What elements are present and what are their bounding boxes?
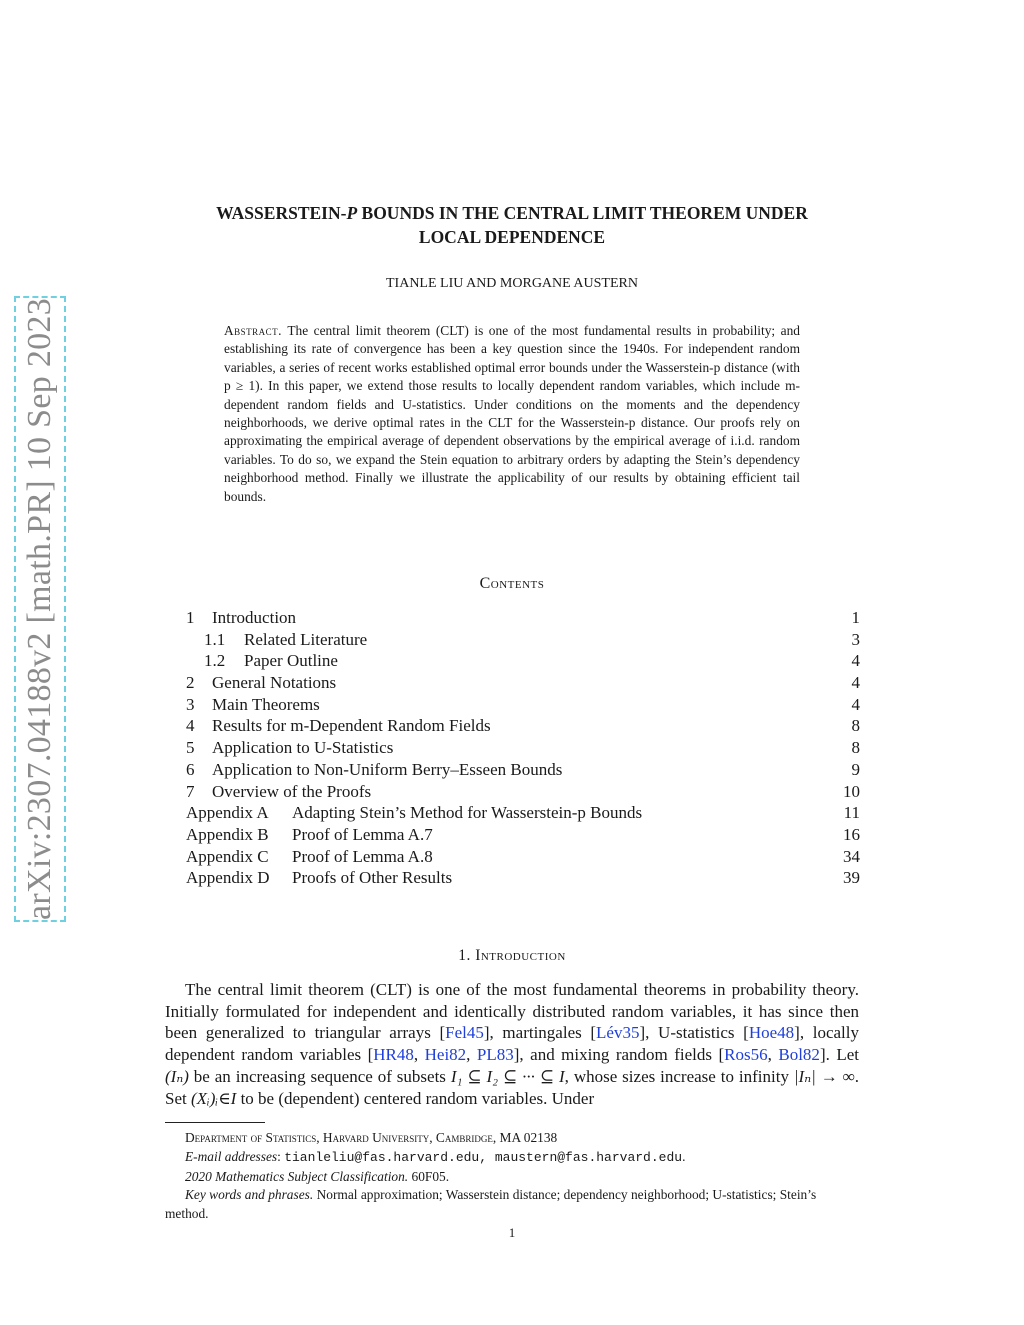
math-expression: (Xᵢ)ᵢ∈I: [190, 1088, 237, 1108]
abstract-label: Abstract.: [224, 323, 283, 338]
toc-entry-number: Appendix D: [186, 868, 270, 888]
toc-entry-title: Application to U-Statistics: [212, 738, 394, 758]
abstract-text: The central limit theorem (CLT) is one of the most fundamental results in probability; and establishing its rate of convergence has been a key question since the 1940s. For independent random variables, a series of recent works established optimal error bounds under the Wasserstein-p distance (with p ≥ 1). In this paper, we extend those results to locally dependent random variables, which include m-dependent random fields and U-statistics. Under conditions on the moments and the dependency neighborhoods, we derive optimal rates in the CLT for the Wasserstein-p distance. Our proofs rely on approximating the empirical average of dependent observations by the empirical average of i.i.d. random variables. To do so, we expand the Stein equation to arbitrary orders by adapting the Stein’s dependency neighborhood method. Finally we illustrate the applicability of our results by obtaining efficient tail bounds.: [224, 323, 801, 504]
msc-label: 2020 Mathematics Subject Classification.: [185, 1168, 409, 1184]
citation-link[interactable]: Hei82: [424, 1045, 467, 1065]
toc-entry-number: 1.1: [204, 629, 226, 649]
toc-entry-page: 8: [851, 716, 860, 736]
toc-entry-number: Appendix C: [186, 846, 269, 866]
toc-entry-page: 39: [843, 868, 860, 888]
toc-entry[interactable]: [186, 672, 860, 694]
toc-entry-title: Related Literature: [244, 629, 368, 649]
toc-entry-page: 9: [851, 759, 860, 779]
arxiv-id[interactable]: arXiv:2307.04188v2 [math.PR] 10 Sep 2023: [21, 297, 58, 921]
section-number: 1.: [458, 947, 471, 964]
footnote-rule: [165, 1122, 265, 1123]
toc-entry-title: General Notations: [212, 673, 337, 693]
toc-entry-number: 1: [186, 608, 195, 627]
toc-entry[interactable]: [186, 607, 860, 629]
math-expression: I₁ ⊆ I₂ ⊆ ··· ⊆ I: [450, 1066, 565, 1086]
toc-entry-number: 6: [186, 759, 195, 779]
toc-entry[interactable]: [186, 694, 860, 716]
table-of-contents: [186, 607, 860, 889]
toc-entry[interactable]: [186, 802, 860, 824]
toc-entry-title: Proof of Lemma A.7: [292, 824, 433, 844]
abstract: [224, 322, 800, 506]
toc-entry-number: 1.2: [204, 651, 226, 671]
toc-entry-page: 4: [851, 694, 860, 714]
section-title: Introduction: [475, 947, 566, 964]
toc-entry-number: 3: [186, 694, 195, 714]
toc-entry-title: Proofs of Other Results: [292, 868, 453, 888]
toc-entry-title: Paper Outline: [244, 651, 338, 671]
affiliation: Department of Statistics, Harvard University, Cambridge, MA 02138: [185, 1130, 558, 1145]
citation-link[interactable]: Fel45: [445, 1023, 484, 1043]
citation-link[interactable]: Ros56: [724, 1045, 768, 1065]
msc-line: [165, 1168, 859, 1187]
toc-entry-page: 4: [851, 673, 860, 693]
citation-link[interactable]: Bol82: [778, 1045, 820, 1065]
citation-link[interactable]: Hoe48: [748, 1023, 795, 1043]
footnotes: [165, 1129, 859, 1224]
keywords-line: [165, 1186, 859, 1224]
title-part: BOUNDS IN THE CENTRAL LIMIT THEOREM UNDER: [357, 203, 808, 223]
toc-entry-number: 5: [186, 738, 195, 758]
contents-heading: Contents: [479, 575, 545, 592]
toc-entry-page: 4: [851, 651, 860, 671]
authors: TIANLE LIU AND MORGANE AUSTERN: [386, 276, 638, 291]
toc-entry[interactable]: [186, 737, 860, 759]
toc-entry-title: Proof of Lemma A.8: [292, 846, 433, 866]
citation-link[interactable]: Lév35: [596, 1023, 640, 1043]
math-expression: (Iₙ): [165, 1066, 189, 1086]
title-variable: P: [346, 203, 358, 223]
toc-entry-number: Appendix A: [186, 803, 269, 823]
toc-entry[interactable]: [186, 867, 860, 889]
toc-entry-number: 4: [186, 716, 195, 736]
page-number: 1: [508, 1225, 516, 1240]
email-addresses[interactable]: tianleliu@fas.harvard.edu, maustern@fas.harvard.edu: [284, 1149, 683, 1165]
arxiv-stamp: [14, 296, 66, 922]
toc-entry[interactable]: [186, 846, 860, 868]
toc-entry-number: 7: [186, 781, 195, 801]
toc-entry[interactable]: [186, 781, 860, 803]
keywords-label: Key words and phrases.: [185, 1187, 314, 1203]
section-heading-introduction: [160, 947, 864, 965]
toc-entry-title: Introduction: [212, 608, 297, 627]
email-label: E-mail addresses: [185, 1148, 278, 1164]
citation-link[interactable]: HR48: [373, 1045, 414, 1065]
msc-code: 60F05.: [411, 1168, 450, 1184]
toc-entry[interactable]: [186, 629, 860, 651]
toc-entry-page: 11: [843, 803, 860, 823]
toc-entry[interactable]: [186, 715, 860, 737]
toc-entry-page: 10: [843, 781, 860, 801]
toc-entry[interactable]: [186, 759, 860, 781]
toc-entry-page: 3: [851, 629, 860, 649]
math-expression: |Iₙ| → ∞: [793, 1066, 855, 1086]
paper-title: [160, 201, 864, 249]
citation-link[interactable]: PL83: [476, 1045, 514, 1065]
toc-entry-page: 8: [851, 738, 860, 758]
title-line-2: LOCAL DEPENDENCE: [418, 227, 606, 247]
toc-entry-title: Main Theorems: [212, 694, 320, 714]
toc-entry-number: 2: [186, 673, 195, 693]
toc-entry-page: 16: [843, 824, 860, 844]
introduction-paragraph: The central limit theorem (CLT) is one of the most fundamental theorems in probability theory. Initially formulated for independent and identically distributed random variables, it has since then been generalized to triangular arrays [Fel45], martingales [Lév35], U-statistics [Hoe48], locally dependent random variables [HR48, Hei82, PL83], and mixing random fields [Ros56, Bol82]. Let (Iₙ) be an increasing sequence of subsets I₁ ⊆ I₂ ⊆ ··· ⊆ I, whose sizes increase to infinity |Iₙ| → ∞. Set (Xᵢ)ᵢ∈I to be (dependent) centered random variables. Under: [165, 980, 859, 1108]
toc-entry-page: 1: [851, 608, 860, 627]
toc-entry-title: Adapting Stein’s Method for Wasserstein-p Bounds: [292, 803, 643, 823]
toc-entry-page: 34: [843, 846, 860, 866]
toc-entry[interactable]: [186, 824, 860, 846]
toc-entry-title: Results for m-Dependent Random Fields: [212, 716, 491, 736]
keywords: Normal approximation; Wasserstein distance; dependency neighborhood; U-statistics; Stein’s method.: [165, 1187, 817, 1222]
email-line: E-mail addresses: tianleliu@fas.harvard.edu, maustern@fas.harvard.edu.: [185, 1148, 686, 1165]
toc-entry[interactable]: [186, 650, 860, 672]
toc-entry-number: Appendix B: [186, 824, 269, 844]
title-part: WASSERSTEIN-: [216, 203, 347, 223]
toc-entry-title: Application to Non-Uniform Berry–Esseen Bounds: [212, 759, 563, 779]
toc-entry-title: Overview of the Proofs: [212, 781, 372, 801]
